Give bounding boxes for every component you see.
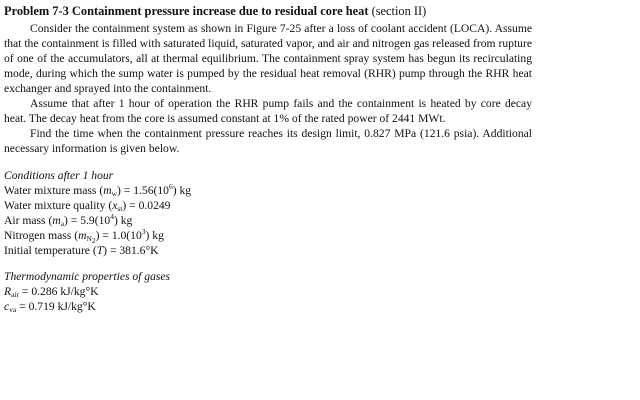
quality-row: Water mixture quality $(x_{st}) = 0.0249$ [4,199,171,213]
thermo-heading: Thermodynamic properties of gases [4,270,171,283]
conditions-heading: Conditions after 1 hour [4,169,114,182]
problem-body [4,21,532,156]
problem-title [4,4,426,19]
paragraph: Find the time when the containment pressure reaches its design limit, 0.827 MPa (121.6 psia). Additional necessary information is given below. [4,127,532,155]
problem-number: Problem 7-3 [4,4,69,18]
conditions-section [4,168,564,258]
paragraph: Assume that after 1 hour of operation the RHR pump fails and the containment is heated by core decay heat. The decay heat from the core is assumed constant at 1% of the rated power of 2441 MWt. [4,97,532,125]
paragraph: Consider the containment system as shown in Figure 7-25 after a loss of coolant accident (LOCA). Assume that the containment is filled with saturated liquid, saturated vapor, and air and nitrogen gas released from rupture of one of the accumulators, all at thermal equilibrium. The containment spray system has begun its recirculating mode, during which the sump water is pumped by the residual heat removal (RHR) pump through the RHR heat exchanger and sprayed into the containment. [4,22,532,95]
problem-section: (section II) [371,4,427,18]
thermo-section [4,269,564,314]
initial-temperature-row: Initial temperature (T) = 381.6°K [4,244,159,257]
nitrogen-mass-row: Nitrogen mass $(m_{N_2}) = 1.0(10^3)$ kg [4,227,164,245]
air-mass-row: Air mass $(m_a) = 5.9(10^4)$ kg [4,212,133,228]
problem-heading: Containment pressure increase due to residual core heat [71,4,369,18]
r-air-row: $R_{air} = 0.286$ kJ/kg°K [4,285,99,299]
c-va-row: $c_{va} = 0.719$ kJ/kg°K [4,300,96,314]
water-mass-row: Water mixture mass $(m_w) = 1.56(10^6)$ kg [4,182,192,198]
